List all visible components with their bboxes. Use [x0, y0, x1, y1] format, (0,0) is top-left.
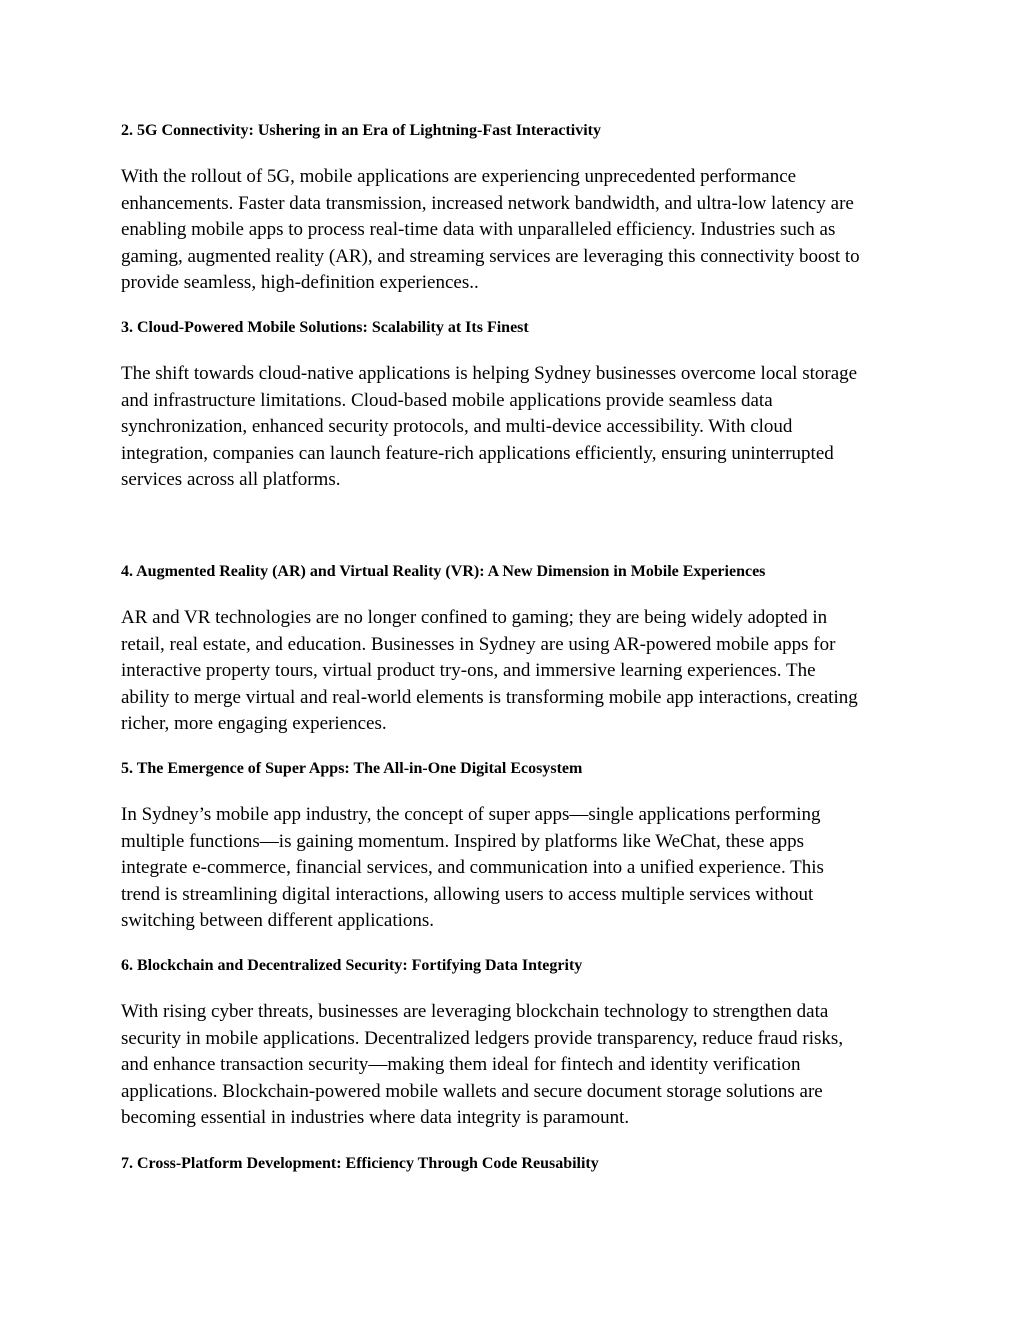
paragraph-line: trend is streamlining digital interactions, allowing users to access multiple services without	[121, 883, 814, 905]
paragraph-line: With rising cyber threats, businesses are leveraging blockchain technology to strengthen data	[121, 1001, 829, 1022]
paragraph-line: AR and VR technologies are no longer confined to gaming; they are being widely adopted in	[121, 607, 828, 628]
paragraph-line: enhancements. Faster data transmission, increased network bandwidth, and ultra-low latency are	[121, 192, 854, 214]
paragraph-line: synchronization, enhanced security protocols, and multi-device accessibility. With cloud	[121, 416, 793, 437]
paragraph-line: integrate e-commerce, financial services, and communication into a unified experience. This	[121, 857, 824, 878]
paragraph-line: integration, companies can launch feature-rich applications efficiently, ensuring uninterrupted	[121, 442, 834, 464]
paragraph-line: provide seamless, high-definition experiences..	[121, 272, 479, 293]
section-heading: 7. Cross-Platform Development: Efficiency Through Code Reusability	[121, 1155, 599, 1172]
paragraph-line: gaming, augmented reality (AR), and streaming services are leveraging this connectivity boost to	[121, 245, 860, 267]
paragraph-line: enabling mobile apps to process real-time data with unparalleled efficiency. Industries such as	[121, 219, 836, 240]
paragraph-line: applications. Blockchain-powered mobile wallets and secure document storage solutions are	[121, 1080, 823, 1102]
paragraph-line: The shift towards cloud-native applications is helping Sydney businesses overcome local storage	[121, 363, 858, 384]
paragraph-line: switching between different applications.	[121, 910, 435, 931]
section-paragraph	[121, 361, 911, 494]
paragraph-line: With the rollout of 5G, mobile applications are experiencing unprecedented performance	[121, 166, 797, 187]
paragraph-line: becoming essential in industries where data integrity is paramount.	[121, 1107, 630, 1128]
section-heading: 3. Cloud-Powered Mobile Solutions: Scalability at Its Finest	[121, 319, 529, 336]
paragraph-line: and enhance transaction security—making them ideal for fintech and identity verification	[121, 1054, 801, 1075]
section-paragraph	[121, 999, 911, 1132]
paragraph-line: multiple functions—is gaining momentum. Inspired by platforms like WeChat, these apps	[121, 830, 805, 852]
paragraph-line: retail, real estate, and education. Businesses in Sydney are using AR-powered mobile apps for	[121, 633, 836, 655]
paragraph-line: ability to merge virtual and real-world elements is transforming mobile app interactions, creating	[121, 686, 858, 708]
section-paragraph	[121, 164, 911, 297]
section-heading: 2. 5G Connectivity: Ushering in an Era of Lightning-Fast Interactivity	[121, 122, 601, 139]
section-heading: 6. Blockchain and Decentralized Security: Fortifying Data Integrity	[121, 957, 583, 974]
paragraph-line: interactive property tours, virtual product try-ons, and immersive learning experiences. The	[121, 660, 816, 681]
paragraph-line: services across all platforms.	[121, 469, 341, 490]
paragraph-line: In Sydney’s mobile app industry, the concept of super apps—single applications performing	[121, 804, 821, 825]
paragraph-line: security in mobile applications. Decentralized ledgers provide transparency, reduce fraud risks,	[121, 1027, 844, 1049]
paragraph-line: richer, more engaging experiences.	[121, 713, 387, 734]
paragraph-line: and infrastructure limitations. Cloud-based mobile applications provide seamless data	[121, 389, 773, 411]
section-paragraph	[121, 605, 911, 738]
section-paragraph	[121, 802, 911, 935]
section-heading: 5. The Emergence of Super Apps: The All-in-One Digital Ecosystem	[121, 760, 583, 777]
section-heading: 4. Augmented Reality (AR) and Virtual Reality (VR): A New Dimension in Mobile Experiences	[121, 563, 766, 580]
